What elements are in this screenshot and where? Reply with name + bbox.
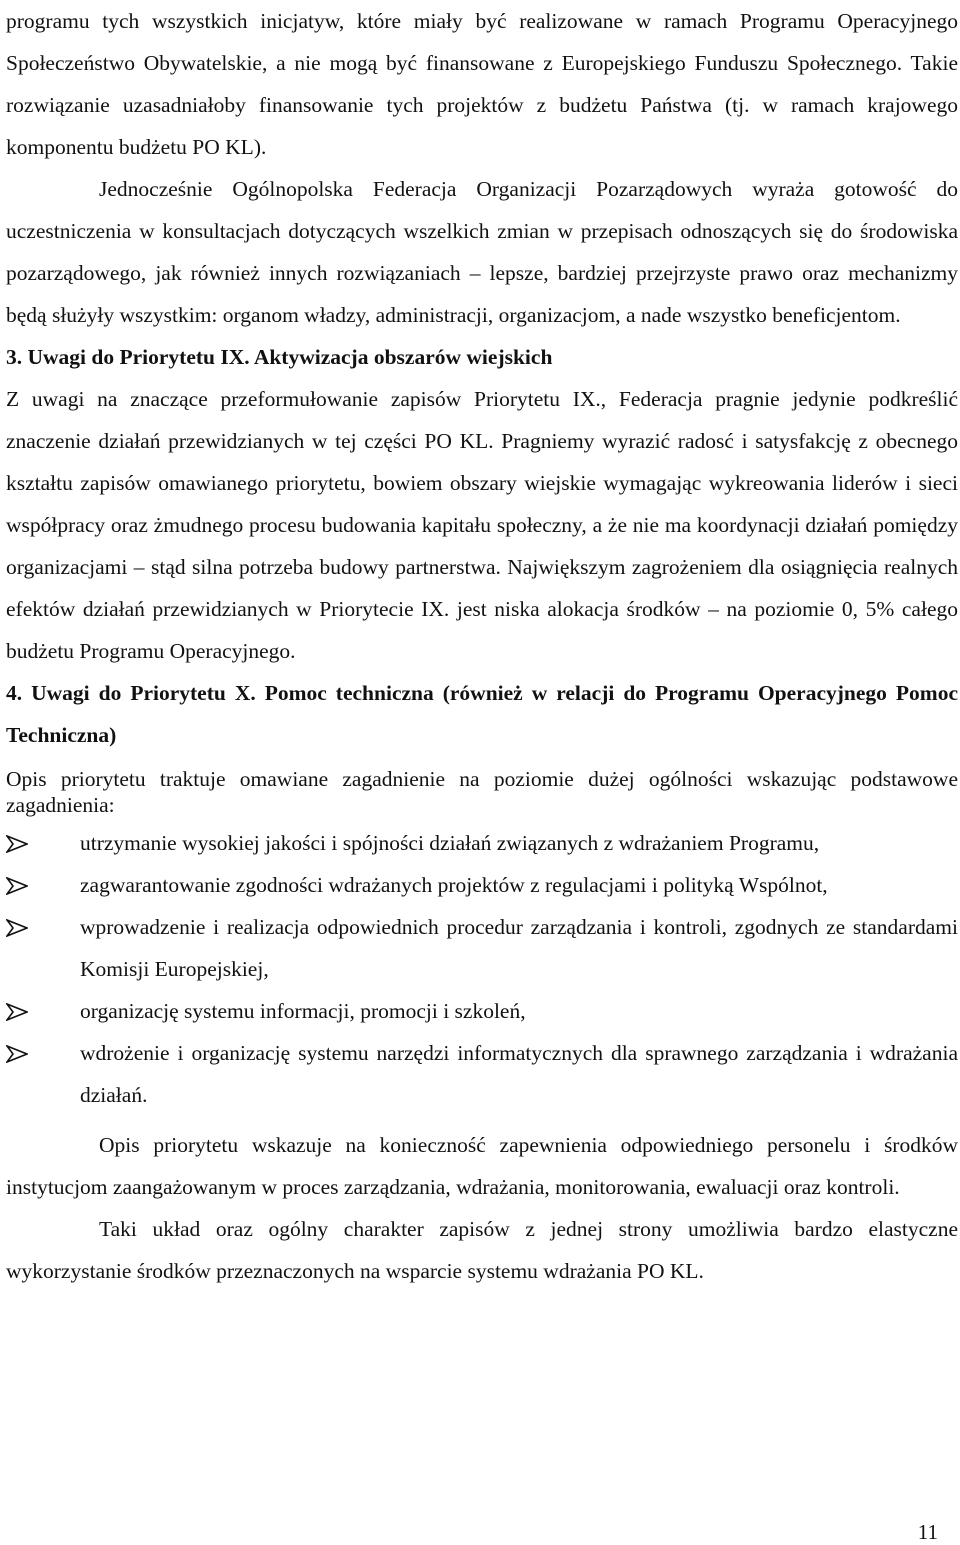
document-page: [6, 0, 958, 1292]
arrowhead-bullet-icon: [6, 919, 28, 937]
list-item-text: zagwarantowanie zgodności wdrażanych projektów z regulacjami i polityką Wspólnot,: [80, 873, 828, 897]
list-item-text: organizację systemu informacji, promocji i szkoleń,: [80, 999, 526, 1023]
paragraph-federation: Jednocześnie Ogólnopolska Federacja Organizacji Pozarządowych wyraża gotowość do uczestniczenia w konsultacjach dotyczących wszelkich zmian w przepisach odnoszących się do środowiska pozarządowego, jak również innych rozwiązaniach – lepsze, bardziej przejrzyste prawo oraz mechanizmy będą służyły wszystkim: organom władzy, administracji, organizacjom, a nade wszystko beneficjentom.: [6, 177, 958, 327]
list-item: [6, 990, 958, 1032]
arrowhead-bullet-icon: [6, 1003, 28, 1021]
section-4-intro: Opis priorytetu traktuje omawiane zagadnienie na poziomie dużej ogólności wskazując podstawowe zagadnienia:: [6, 767, 958, 817]
list-item-text: wprowadzenie i realizacja odpowiednich procedur zarządzania i kontroli, zgodnych ze standardami Komisji Europejskiej,: [80, 915, 958, 981]
list-item: [6, 906, 958, 990]
list-item: [6, 1032, 958, 1116]
list-item: [6, 822, 958, 864]
bullet-list: [6, 822, 958, 1116]
paragraph-flexibility: Taki układ oraz ogólny charakter zapisów z jednej strony umożliwia bardzo elastyczne wykorzystanie środków przeznaczonych na wsparcie systemu wdrażania PO KL.: [6, 1217, 958, 1283]
page-number: 11: [917, 1520, 938, 1544]
arrowhead-bullet-icon: [6, 877, 28, 895]
list-item-text: wdrożenie i organizację systemu narzędzi informatycznych dla sprawnego zarządzania i wdrażania działań.: [80, 1041, 958, 1107]
section-3-heading: 3. Uwagi do Priorytetu IX. Aktywizacja obszarów wiejskich: [6, 345, 553, 369]
list-item-text: utrzymanie wysokiej jakości i spójności działań związanych z wdrażaniem Programu,: [80, 831, 820, 855]
list-item: [6, 864, 958, 906]
section-4-heading: 4. Uwagi do Priorytetu X. Pomoc techniczna (również w relacji do Programu Operacyjnego Pomoc Techniczna): [6, 681, 958, 747]
section-3-body: Z uwagi na znaczące przeformułowanie zapisów Priorytetu IX., Federacja pragnie jedynie podkreślić znaczenie działań przewidzianych w tej części PO KL. Pragniemy wyrazić radosć i satysfakcję z obecnego kształtu zapisów omawianego priorytetu, bowiem obszary wiejskie wymagając wykreowania liderów i sieci współpracy oraz żmudnego procesu budowania kapitału społeczny, a że nie ma koordynacji działań pomiędzy organizacjami – stąd silna potrzeba budowy partnerstwa. Największym zagrożeniem dla osiągnięcia realnych efektów działań przewidzianych w Priorytecie IX. jest niska alokacja środków – na poziomie 0, 5% całego budżetu Programu Operacyjnego.: [6, 387, 958, 663]
arrowhead-bullet-icon: [6, 835, 28, 853]
arrowhead-bullet-icon: [6, 1045, 28, 1063]
paragraph-personnel: Opis priorytetu wskazuje na konieczność zapewnienia odpowiedniego personelu i środków instytucjom zaangażowanym w proces zarządzania, wdrażania, monitorowania, ewaluacji oraz kontroli.: [6, 1133, 958, 1199]
paragraph-intro: programu tych wszystkich inicjatyw, które miały być realizowane w ramach Programu Operacyjnego Społeczeństwo Obywatelskie, a nie mogą być finansowane z Europejskiego Funduszu Społecznego. Takie rozwiązanie uzasadniałoby finansowanie tych projektów z budżetu Państwa (tj. w ramach krajowego komponentu budżetu PO KL).: [6, 9, 958, 159]
